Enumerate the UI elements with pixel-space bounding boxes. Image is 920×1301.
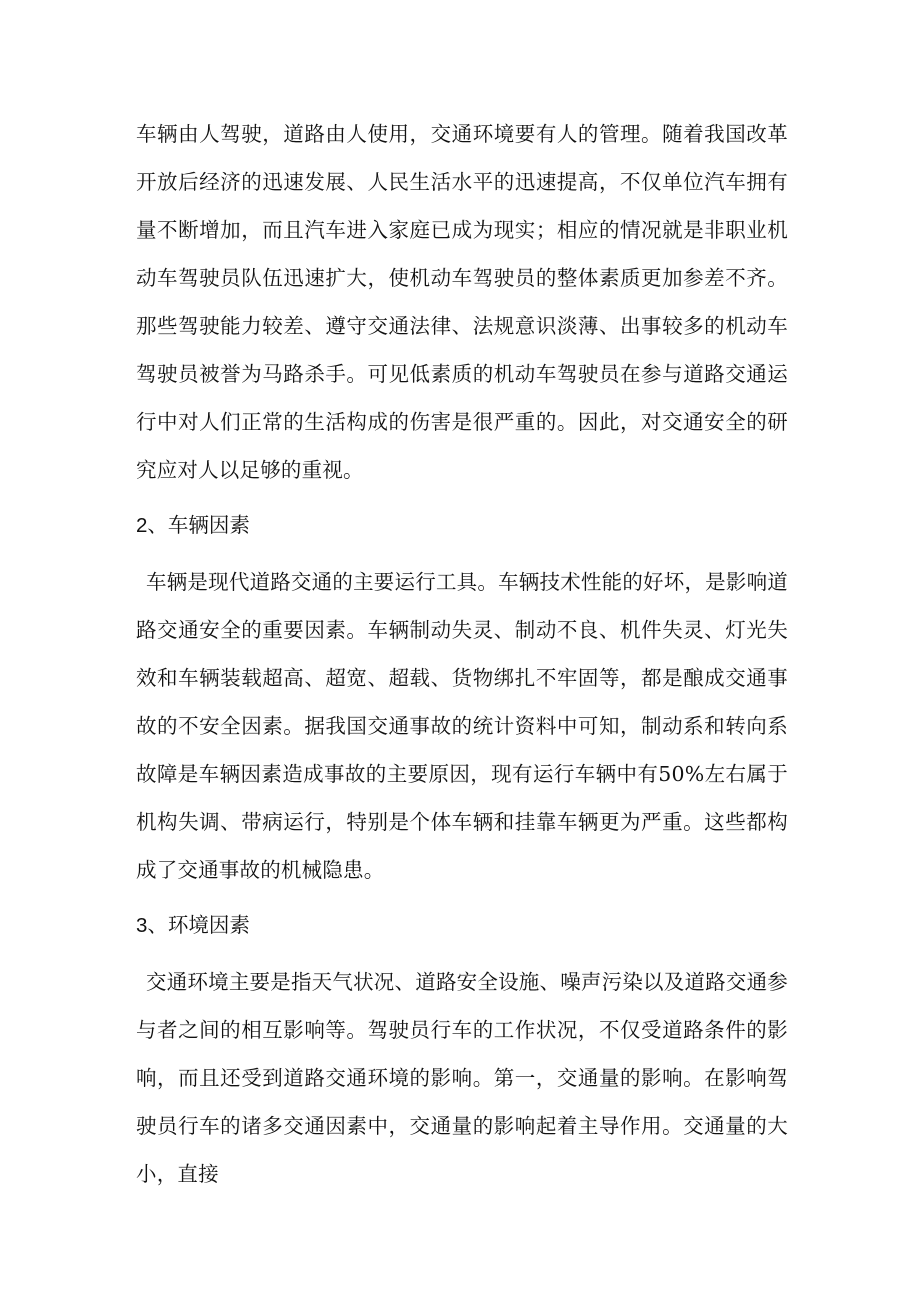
paragraph-environment-factors: 交通环境主要是指天气状况、道路安全设施、噪声污染以及道路交通参与者之间的相互影响等。驾驶员行车的工作状况，不仅受道路条件的影响，而且还受到道路交通环境的影响。第一，交通量的影响。在影响驾驶员行车的诸多交通因素中，交通量的影响起着主导作用。交通量的大小，直接 <box>136 970 788 1186</box>
paragraph-vehicle-factors: 车辆是现代道路交通的主要运行工具。车辆技术性能的好坏，是影响道路交通安全的重要因素。车辆制动失灵、制动不良、机件失灵、灯光失效和车辆装载超高、超宽、超载、货物绑扎不牢固等，都是酿成交通事故的不安全因素。据我国交通事故的统计资料中可知，制动系和转向系故障是车辆因素造成事故的主要原因，现有运行车辆中有50%左右属于机构失调、带病运行，特别是个体车辆和挂靠车辆更为严重。这些都构成了交通事故的机械隐患。 <box>136 570 788 882</box>
section-heading-vehicle-factors: 2、车辆因素 <box>136 514 250 537</box>
section-heading-environment-factors: 3、环境因素 <box>136 914 250 937</box>
document-body <box>136 110 788 1198</box>
paragraph-human-factors: 车辆由人驾驶，道路由人使用，交通环境要有人的管理。随着我国改革开放后经济的迅速发展、人民生活水平的迅速提高，不仅单位汽车拥有量不断增加，而且汽车进入家庭已成为现实；相应的情况就是非职业机动车驾驶员队伍迅速扩大，使机动车驾驶员的整体素质更加参差不齐。那些驾驶能力较差、遵守交通法律、法规意识淡薄、出事较多的机动车驾驶员被誉为马路杀手。可见低素质的机动车驾驶员在参与道路交通运行中对人们正常的生活构成的伤害是很严重的。因此，对交通安全的研究应对人以足够的重视。 <box>136 122 788 482</box>
